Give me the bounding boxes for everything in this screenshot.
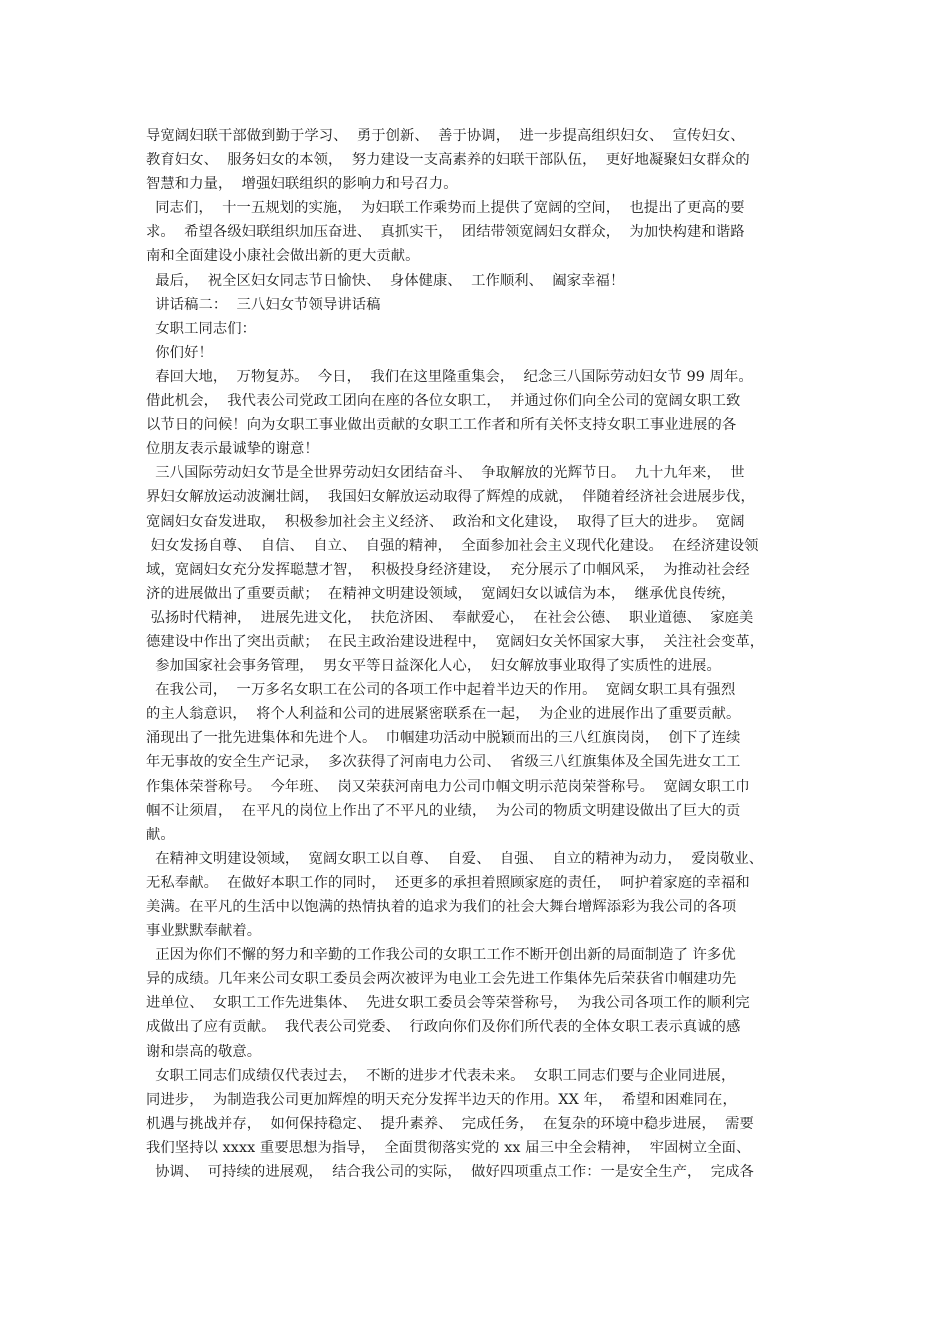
text-line: 进单位、 女职工工作先进集体、 先进女职工委员会等荣誉称号， 为我公司各项工作的顺利完 [146,995,750,1012]
text-line: 你们好！ [146,344,213,361]
text-line: 成做出了应有贡献。 我代表公司党委、 行政向你们及你们所代表的全体女职工表示真诚的感 [146,1019,741,1036]
text-line: 域，宽阔妇女充分发挥聪慧才智， 积极投身经济建设， 充分展示了巾帼风采， 为推动社会经 [146,561,750,578]
text-line: 最后， 祝全区妇女同志节日愉快、 身体健康、 工作顺利、 阖家幸福！ [146,272,625,289]
text-line: 以节日的问候！向为女职工事业做出贡献的女职工工作者和所有关怀支持女职工事业进展的各 [146,417,737,434]
text-line: 女职工同志们成绩仅代表过去， 不断的进步才代表未来。 女职工同志们要与企业同进展， [146,1067,736,1084]
text-line: 机遇与挑战并存， 如何保持稳定、 提升素养、 完成任务， 在复杂的环境中稳步进展， 需要 [146,1115,754,1132]
text-line: 的主人翁意识， 将个人利益和公司的进展紧密联系在一起， 为企业的进展作出了重要贡献。 [146,706,741,723]
text-line: 献。 [146,826,175,843]
text-line: 协调、 可持续的进展观， 结合我公司的实际， 做好四项重点工作：一是安全生产， 完成各 [146,1164,754,1181]
text-line: 位朋友表示最诚挚的谢意！ [146,441,319,458]
document-body [146,124,816,1184]
text-line: 涌现出了一批先进集体和先进个人。 巾帼建功活动中脱颖而出的三八红旗岗岗， 创下了连续 [146,730,741,747]
text-line: 我们坚持以 xxxx 重要思想为指导， 全面贯彻落实党的 xx 届三中全会精神， 牢固树立全面、 [146,1139,751,1156]
text-line: 年无事故的安全生产记录， 多次获得了河南电力公司、 省级三八红旗集体及全国先进女工工 [146,754,741,771]
text-line: 女职工同志们： [146,320,257,337]
text-line: 在我公司， 一万多名女职工在公司的各项工作中起着半边天的作用。 宽阔女职工具有强烈 [146,682,736,699]
text-line: 无私奉献。 在做好本职工作的同时， 还更多的承担着照顾家庭的责任， 呵护着家庭的幸福和 [146,874,750,891]
text-line: 同志们， 十一五规划的实施， 为妇联工作乘势而上提供了宽阔的空间， 也提出了更高的要 [146,200,745,217]
text-line: 智慧和力量， 增强妇联组织的影响力和号召力。 [146,176,458,193]
text-line: 导宽阔妇联干部做到勤于学习、 勇于创新、 善于协调， 进一步提高组织妇女、 宣传妇女、 [146,128,745,144]
text-line: 谢和崇高的敬意。 [146,1043,262,1060]
text-line: 南和全面建设小康社会做出新的更大贡献。 [146,248,420,265]
text-line: 同进步， 为制造我公司更加辉煌的明天充分发挥半边天的作用。XX 年， 希望和困难同在， [146,1091,737,1108]
text-line: 借此机会， 我代表公司党政工团向在座的各位女职工， 并通过你们向全公司的宽阔女职工致 [146,393,741,410]
text-line: 教育妇女、 服务妇女的本领， 努力建设一支高素养的妇联干部队伍， 更好地凝聚妇女群众的 [146,152,750,169]
text-line: 讲话稿二： 三八妇女节领导讲话稿 [146,296,381,313]
text-line: 宽阔妇女奋发进取， 积极参加社会主义经济、 政治和文化建设， 取得了巨大的进步。 宽阔 [146,513,745,530]
text-line: 济的进展做出了重要贡献； 在精神文明建设领域， 宽阔妇女以诚信为本， 继承优良传统， [146,585,736,602]
text-line: 参加国家社会事务管理， 男女平等日益深化人心， 妇女解放事业取得了实质性的进展。 [146,658,721,675]
text-line: 求。 希望各级妇联组织加压奋进、 真抓实干， 团结带领宽阔妇女群众， 为加快构建和谐路 [146,224,745,241]
text-line: 在精神文明建设领域， 宽阔女职工以自尊、 自爱、 自强、 自立的精神为动力， 爱岗敬业、 [146,850,764,867]
text-line: 事业默默奉献着。 [146,923,262,940]
text-line: 三八国际劳动妇女节是全世界劳动妇女团结奋斗、 争取解放的光辉节日。 九十九年来， 世 [146,465,745,482]
text-line: 作集体荣誉称号。 今年班、 岗又荣获河南电力公司巾帼文明示范岗荣誉称号。 宽阔女职工巾 [146,778,750,795]
text-line: 妇女发扬自尊、 自信、 自立、 自强的精神， 全面参加社会主义现代化建设。 在经济建设领 [146,537,759,554]
text-line: 德建设中作出了突出贡献； 在民主政治建设进程中， 宽阔妇女关怀国家大事， 关注社会变革， [146,633,765,650]
text-line: 春回大地， 万物复苏。 今日， 我们在这里隆重集会， 纪念三八国际劳动妇女节 99 周年。 [146,368,753,385]
text-line: 弘扬时代精神， 进展先进文化， 扶危济困、 奉献爱心， 在社会公德、 职业道德、 家庭美 [146,609,754,626]
text-line: 界妇女解放运动波澜壮阔， 我国妇女解放运动取得了辉煌的成就， 伴随着经济社会进展步伐， [146,489,755,506]
text-line: 异的成绩。几年来公司女职工委员会两次被评为电业工会先进工作集体先后荣获省巾帼建功先 [146,971,737,988]
text-line: 帼不让须眉， 在平凡的岗位上作出了不平凡的业绩， 为公司的物质文明建设做出了巨大的贡 [146,802,741,819]
text-line: 正因为你们不懈的努力和辛勤的工作我公司的女职工工作不断开创出新的局面制造了 许多优 [146,947,736,964]
text-line: 美满。在平凡的生活中以饱满的热情执着的追求为我们的社会大舞台增辉添彩为我公司的各项 [146,899,737,915]
